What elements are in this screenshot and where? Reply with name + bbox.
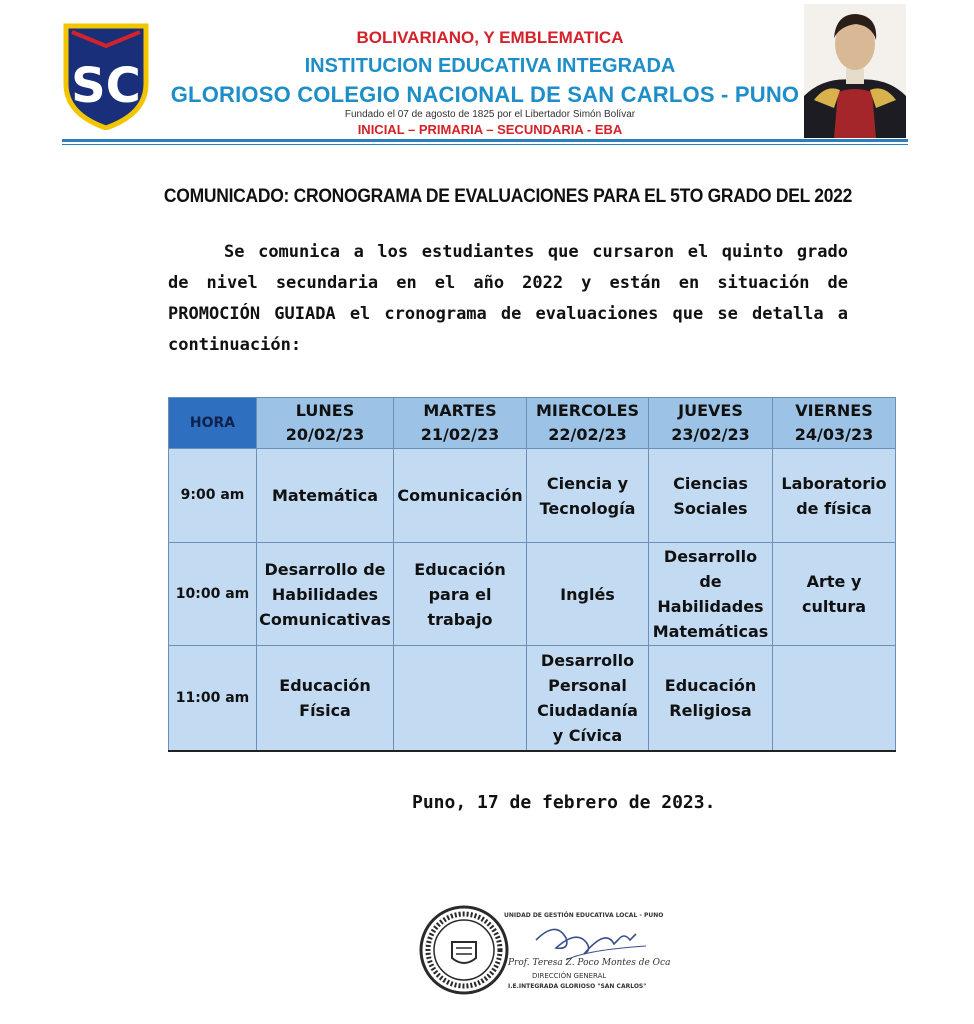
header-founding-note: Fundado el 07 de agosto de 1825 por el Libertador Simón Bolívar <box>344 109 636 120</box>
header-tagline: BOLIVARIANO, Y EMBLEMATICA <box>356 28 624 47</box>
subject-cell: Matemática <box>257 449 394 543</box>
subject-cell: Educación Física <box>257 646 394 752</box>
table-row <box>169 543 896 646</box>
day-header: LUNES 20/02/23 <box>257 398 394 449</box>
header-institution-type: INSTITUCION EDUCATIVA INTEGRADA <box>304 55 676 77</box>
school-shield-logo <box>60 22 152 130</box>
subject-cell <box>394 646 527 752</box>
subject-cell: Comunicación <box>394 449 527 543</box>
day-header: MIERCOLES 22/02/23 <box>527 398 649 449</box>
header-rule <box>62 139 908 142</box>
hora-header: HORA <box>169 398 257 449</box>
signer-role: DIRECCIÓN GENERAL <box>532 972 607 980</box>
subject-cell: Laboratorio de física <box>773 449 896 543</box>
svg-text:SC: SC <box>71 58 141 114</box>
notice-paragraph <box>168 237 848 361</box>
bolivar-portrait <box>804 4 906 138</box>
subject-cell: Inglés <box>527 543 649 646</box>
letterhead <box>0 0 974 150</box>
subject-cell: Desarrollo de Habilidades Comunicativas <box>257 543 394 646</box>
subject-cell: Arte y cultura <box>773 543 896 646</box>
header-school-name: GLORIOSO COLEGIO NACIONAL DE SAN CARLOS - PUNO <box>170 82 800 107</box>
subject-cell <box>773 646 896 752</box>
subject-cell: Desarrollo de Habilidades Matemáticas <box>649 543 773 646</box>
notice-paragraph-text: Se comunica a los estudiantes que cursaron el quinto grado de nivel secundaria en el año 2022 y están en situación de PROMOCIÓN GUIADA el cronograma de evaluaciones que se detalla a continuación: <box>168 242 848 355</box>
time-cell: 11:00 am <box>169 646 257 752</box>
day-header: VIERNES 24/03/23 <box>773 398 896 449</box>
day-header: MARTES 21/02/23 <box>394 398 527 449</box>
time-cell: 10:00 am <box>169 543 257 646</box>
table-header-row <box>169 398 896 449</box>
day-header: JUEVES 23/02/23 <box>649 398 773 449</box>
table-row <box>169 449 896 543</box>
header-levels: INICIAL – PRIMARIA – SECUNDARIA - EBA <box>357 122 623 137</box>
exam-schedule-table <box>168 397 896 752</box>
subject-cell: Ciencia y Tecnología <box>527 449 649 543</box>
subject-cell: Educación Religiosa <box>649 646 773 752</box>
document-date: Puno, 17 de febrero de 2023. <box>412 792 716 813</box>
table-row <box>169 646 896 752</box>
time-cell: 9:00 am <box>169 449 257 543</box>
subject-cell: Ciencias Sociales <box>649 449 773 543</box>
signer-institution: I.E.INTEGRADA GLORIOSO "SAN CARLOS" <box>508 983 647 990</box>
notice-title: COMUNICADO: CRONOGRAMA DE EVALUACIONES PARA EL 5TO GRADO DEL 2022 <box>163 186 853 207</box>
subject-cell: Desarrollo Personal Ciudadanía y Cívica <box>527 646 649 752</box>
header-rule-thin <box>62 144 908 145</box>
signer-name: Prof. Teresa Z. Poco Montes de Oca <box>508 958 671 968</box>
stamp-header-text: UNIDAD DE GESTIÓN EDUCATIVA LOCAL - PUNO <box>504 912 664 919</box>
subject-cell: Educación para el trabajo <box>394 543 527 646</box>
